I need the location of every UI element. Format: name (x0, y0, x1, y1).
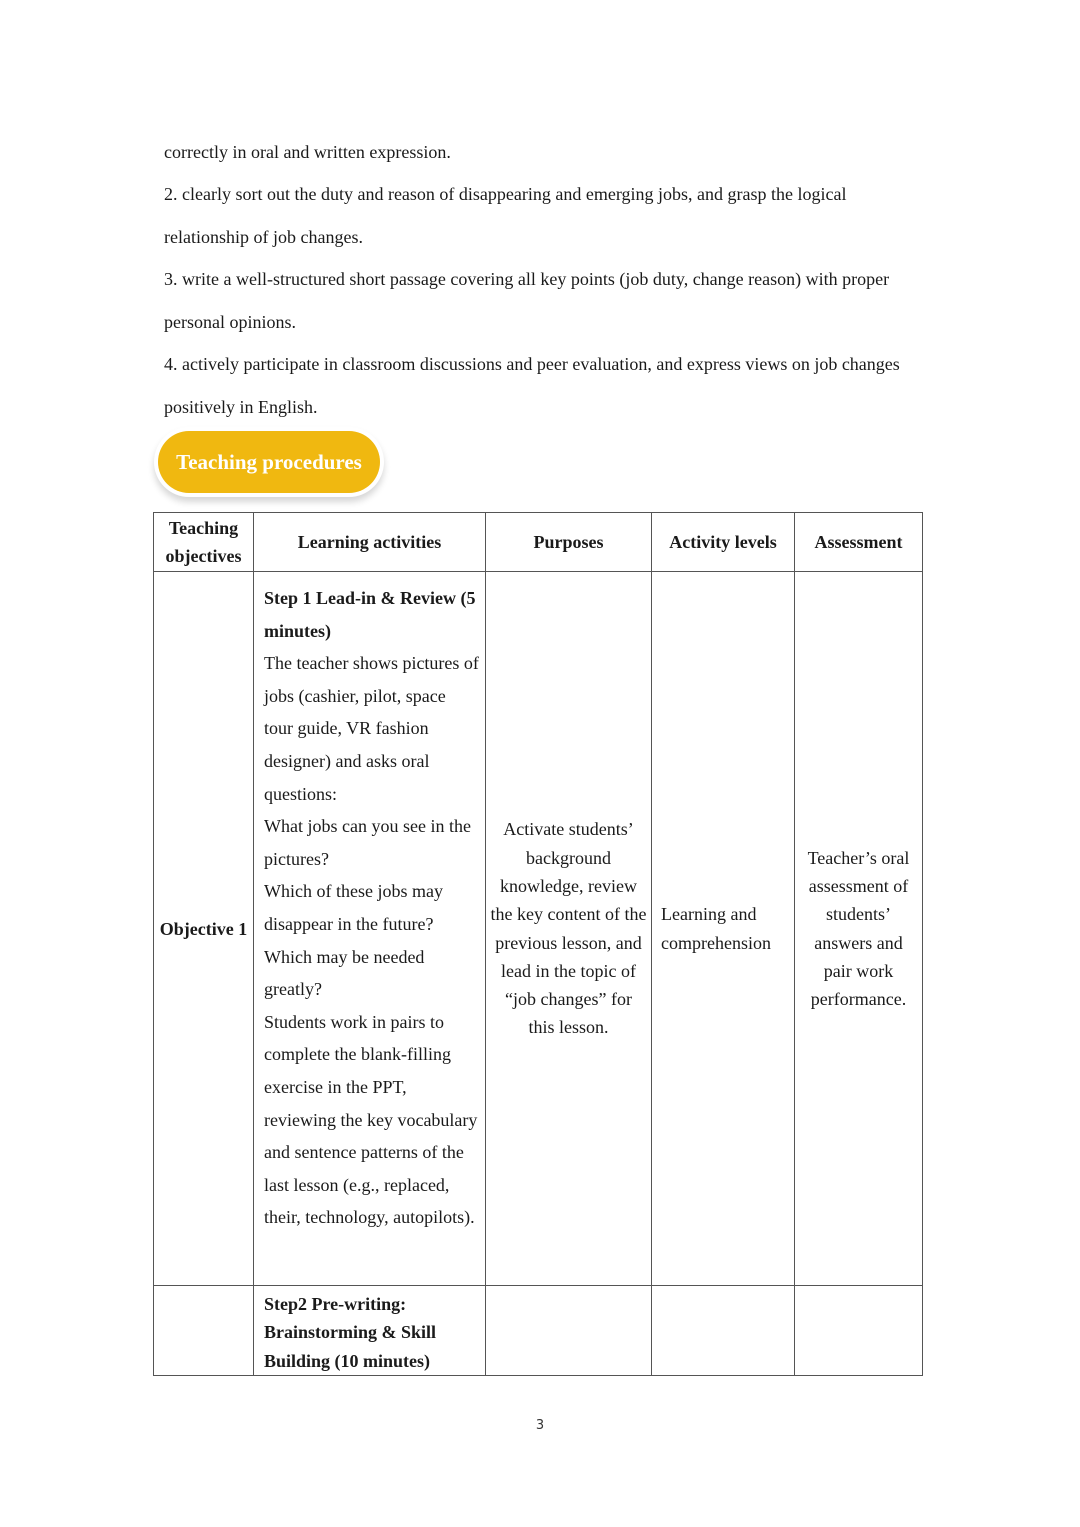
purpose-cell: Activate students’ background knowledge, review the key content of the previous lesson, and lead in the topic of “job changes” for this lesson. (486, 572, 652, 1286)
step-1-title: Step 1 Lead-in & Review (5 minutes) (264, 588, 476, 641)
procedures-table (153, 512, 923, 1376)
activity-level-cell (652, 1286, 795, 1376)
table-header-row (154, 513, 923, 572)
header-purposes: Purposes (486, 513, 652, 572)
intro-line-1: correctly in oral and written expression. (164, 142, 451, 162)
activity-cell (254, 572, 486, 1286)
step-2-title: Step2 Pre-writing: Brainstorming & Skill Building (10 minutes) (264, 1294, 437, 1371)
objective-3-text: 3. write a well-structured short passage covering all key points (job duty, change reason) with proper personal opinions. (164, 269, 890, 332)
table-row (154, 1286, 923, 1376)
activity-description: The teacher shows pictures of jobs (cashier, pilot, space tour guide, VR fashion designer) and asks oral questions: (264, 653, 479, 804)
objective-2-text: 2. clearly sort out the duty and reason of disappearing and emerging jobs, and grasp the logical relationship of job changes. (164, 184, 847, 247)
assessment-cell: Teacher’s oral assessment of students’ answers and pair work performance. (795, 572, 923, 1286)
question-3: Which may be needed greatly? (264, 946, 425, 1000)
activity-level-cell: Learning and comprehension (652, 572, 795, 1286)
objective-4-text: 4. actively participate in classroom discussions and peer evaluation, and express views on job changes positively in English. (164, 354, 900, 417)
question-2: Which of these jobs may disappear in the future? (264, 881, 443, 934)
header-objectives: Teaching objectives (154, 513, 254, 572)
header-levels: Activity levels (652, 513, 795, 572)
pair-work-description: Students work in pairs to complete the blank-filling exercise in the PPT, reviewing the key vocabulary and sentence patterns of the last lesson (e.g., replaced, their, technology, autopilots). (264, 1011, 478, 1228)
objective-cell: Objective 1 (154, 572, 254, 1286)
section-title-badge: Teaching procedures (158, 431, 380, 493)
header-activities: Learning activities (254, 513, 486, 572)
objective-cell (154, 1286, 254, 1376)
purpose-cell (486, 1286, 652, 1376)
question-1: What jobs can you see in the pictures? (264, 816, 471, 869)
page-number: 3 (535, 1418, 545, 1433)
table-row (154, 572, 923, 1286)
assessment-cell (795, 1286, 923, 1376)
header-assessment: Assessment (795, 513, 923, 572)
activity-cell (254, 1286, 486, 1376)
